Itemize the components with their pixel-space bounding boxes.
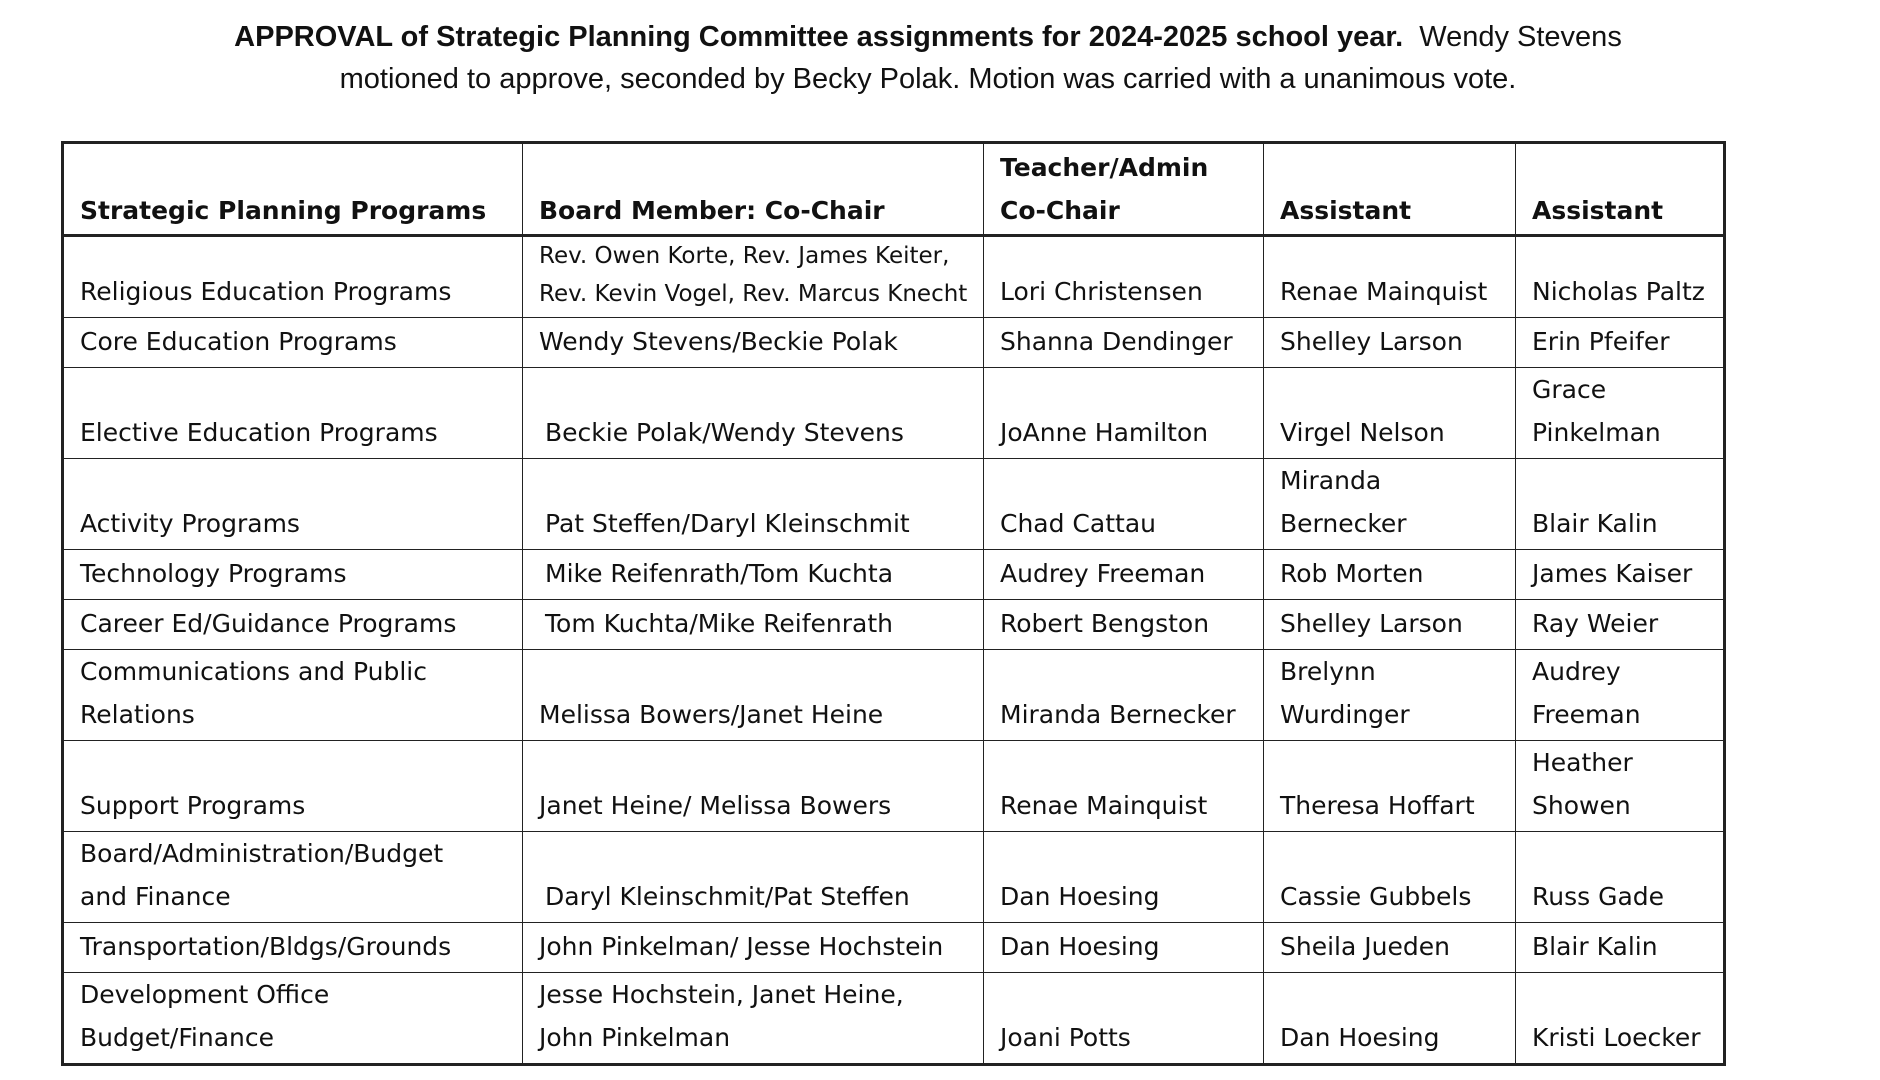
- assistant-2-cell: Erin Pfeifer: [1516, 318, 1725, 368]
- teacher-admin-co-chair-cell: Renae Mainquist: [984, 741, 1264, 832]
- table-row: [63, 832, 1725, 923]
- teacher-admin-co-chair-cell: Shanna Dendinger: [984, 318, 1264, 368]
- assistant-2-cell: James Kaiser: [1516, 550, 1725, 600]
- assistant-1-cell: Shelley Larson: [1264, 318, 1516, 368]
- teacher-admin-co-chair-cell: Dan Hoesing: [984, 923, 1264, 973]
- program-cell: Communications and Public Relations: [63, 650, 523, 741]
- header-assistant-2: Assistant: [1516, 143, 1725, 236]
- program-cell: Religious Education Programs: [63, 236, 523, 318]
- header-teacher-admin-co-chair: Teacher/Admin Co-Chair: [984, 143, 1264, 236]
- table-row: [63, 600, 1725, 650]
- assistant-1-cell: Sheila Jueden: [1264, 923, 1516, 973]
- heading-line-2: motioned to approve, seconded by Becky Polak. Motion was carried with a unanimous vote.: [339, 63, 1517, 95]
- program-cell: Development Office Budget/Finance: [63, 973, 523, 1065]
- assistant-1-cell: Shelley Larson: [1264, 600, 1516, 650]
- table-row: [63, 459, 1725, 550]
- board-co-chair-cell: Janet Heine/ Melissa Bowers: [523, 741, 984, 832]
- teacher-admin-co-chair-cell: Chad Cattau: [984, 459, 1264, 550]
- header-board-co-chair: Board Member: Co-Chair: [523, 143, 984, 236]
- board-co-chair-cell: Melissa Bowers/Janet Heine: [523, 650, 984, 741]
- assistant-2-cell: Heather Showen: [1516, 741, 1725, 832]
- program-cell: Career Ed/Guidance Programs: [63, 600, 523, 650]
- assistant-2-cell: Blair Kalin: [1516, 459, 1725, 550]
- assistant-2-cell: Audrey Freeman: [1516, 650, 1725, 741]
- header-assistant-1: Assistant: [1264, 143, 1516, 236]
- program-cell: Transportation/Bldgs/Grounds: [63, 923, 523, 973]
- board-co-chair-cell: Daryl Kleinschmit/Pat Steffen: [523, 832, 984, 923]
- assistant-1-cell: Rob Morten: [1264, 550, 1516, 600]
- heading-line1-rest: Wendy Stevens: [1403, 21, 1622, 53]
- assistant-2-cell: Grace Pinkelman: [1516, 368, 1725, 459]
- heading-bold-text: APPROVAL of Strategic Planning Committee assignments for 2024-2025 school year.: [234, 21, 1404, 53]
- assignments-table: [61, 141, 1726, 1066]
- teacher-admin-co-chair-cell: Dan Hoesing: [984, 832, 1264, 923]
- board-co-chair-cell: Wendy Stevens/Beckie Polak: [523, 318, 984, 368]
- board-co-chair-cell: Pat Steffen/Daryl Kleinschmit: [523, 459, 984, 550]
- assignments-table-wrapper: [61, 141, 1726, 1066]
- assistant-2-cell: Blair Kalin: [1516, 923, 1725, 973]
- program-cell: Board/Administration/Budget and Finance: [63, 832, 523, 923]
- program-cell: Activity Programs: [63, 459, 523, 550]
- program-cell: Technology Programs: [63, 550, 523, 600]
- table-row: [63, 923, 1725, 973]
- program-cell: Elective Education Programs: [63, 368, 523, 459]
- table-row: [63, 368, 1725, 459]
- assistant-2-cell: Kristi Loecker: [1516, 973, 1725, 1065]
- board-co-chair-cell: John Pinkelman/ Jesse Hochstein: [523, 923, 984, 973]
- teacher-admin-co-chair-cell: Joani Potts: [984, 973, 1264, 1065]
- assistant-1-cell: Miranda Bernecker: [1264, 459, 1516, 550]
- teacher-admin-co-chair-cell: Miranda Bernecker: [984, 650, 1264, 741]
- board-co-chair-cell: Rev. Owen Korte, Rev. James Keiter, Rev. Kevin Vogel, Rev. Marcus Knecht: [523, 236, 984, 318]
- assistant-1-cell: Cassie Gubbels: [1264, 832, 1516, 923]
- header-programs: Strategic Planning Programs: [63, 143, 523, 236]
- assistant-1-cell: Dan Hoesing: [1264, 973, 1516, 1065]
- table-row: [63, 550, 1725, 600]
- assistant-1-cell: Theresa Hoffart: [1264, 741, 1516, 832]
- teacher-admin-co-chair-cell: Lori Christensen: [984, 236, 1264, 318]
- board-co-chair-cell: Beckie Polak/Wendy Stevens: [523, 368, 984, 459]
- table-header-row: [63, 143, 1725, 236]
- board-co-chair-cell: Mike Reifenrath/Tom Kuchta: [523, 550, 984, 600]
- assistant-1-cell: Brelynn Wurdinger: [1264, 650, 1516, 741]
- table-row: [63, 973, 1725, 1065]
- board-co-chair-cell: Tom Kuchta/Mike Reifenrath: [523, 600, 984, 650]
- table-row: [63, 741, 1725, 832]
- program-cell: Support Programs: [63, 741, 523, 832]
- table-body: [63, 236, 1725, 1065]
- board-co-chair-cell: Jesse Hochstein, Janet Heine, John Pinkelman: [523, 973, 984, 1065]
- teacher-admin-co-chair-cell: Audrey Freeman: [984, 550, 1264, 600]
- assistant-1-cell: Renae Mainquist: [1264, 236, 1516, 318]
- assistant-2-cell: Ray Weier: [1516, 600, 1725, 650]
- assistant-1-cell: Virgel Nelson: [1264, 368, 1516, 459]
- teacher-admin-co-chair-cell: JoAnne Hamilton: [984, 368, 1264, 459]
- assistant-2-cell: Russ Gade: [1516, 832, 1725, 923]
- heading-line-1: [60, 16, 1796, 58]
- motion-heading: [60, 16, 1796, 100]
- table-row: [63, 318, 1725, 368]
- assistant-2-cell: Nicholas Paltz: [1516, 236, 1725, 318]
- teacher-admin-co-chair-cell: Robert Bengston: [984, 600, 1264, 650]
- table-row: [63, 236, 1725, 318]
- table-row: [63, 650, 1725, 741]
- program-cell: Core Education Programs: [63, 318, 523, 368]
